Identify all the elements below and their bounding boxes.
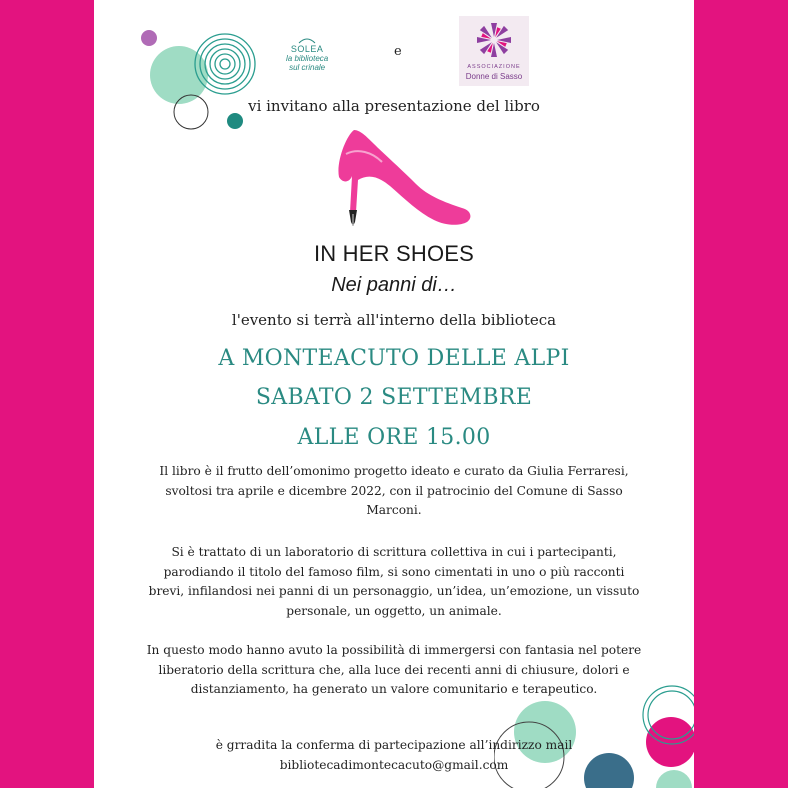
invite-text: vi invitano alla presentazione del libro bbox=[248, 97, 540, 115]
solea-tagline-1: la biblioteca bbox=[286, 54, 329, 63]
rsvp-text: è grradita la conferma di partecipazione all’indirizzo mail bbox=[215, 738, 573, 752]
decorative-circles-top bbox=[134, 20, 264, 140]
venue-intro: l'evento si terrà all'interno della biblioteca bbox=[231, 311, 557, 329]
fountain-pen-nib-icon bbox=[349, 210, 357, 226]
high-heel-shoe-icon bbox=[334, 122, 479, 232]
logo-conjunction: e bbox=[394, 44, 402, 59]
paragraph-workshop: Si è trattato di un laboratorio di scrittura collettiva in cui i partecipanti, parodiando il titolo del famoso film, si sono cimentati in uno o più racconti brevi, infilandosi nei panni di un personaggio, un’idea, un’emozione, un vissuto personale, un oggetto, un animale. bbox=[148, 545, 640, 618]
assoc-label: ASSOCIAZIONE bbox=[467, 64, 521, 70]
solea-logo bbox=[286, 36, 328, 72]
headline-place: A MONTEACUTO DELLE ALPI bbox=[218, 346, 570, 371]
headline-time: ALLE ORE 15.00 bbox=[297, 425, 491, 450]
book-subtitle: Nei panni di… bbox=[331, 274, 457, 296]
solea-name: SOLEA bbox=[290, 44, 324, 54]
paragraph-project: Il libro è il frutto dell’omonimo progetto ideato e curato da Giulia Ferraresi, svoltosi tra aprile e dicembre 2022, con il patrocinio del Comune di Sasso Marconi. bbox=[159, 464, 629, 517]
donne-di-sasso-logo bbox=[459, 16, 529, 86]
flyer-page bbox=[94, 0, 694, 788]
solea-tagline-2: sul crinale bbox=[289, 63, 326, 72]
donne-di-sasso-flower-icon bbox=[474, 20, 514, 60]
headline-date: SABATO 2 SETTEMBRE bbox=[255, 385, 533, 410]
book-title: IN HER SHOES bbox=[313, 241, 475, 266]
assoc-name: Donne di Sasso bbox=[465, 72, 523, 81]
paragraph-outcome: In questo modo hanno avuto la possibilità di immergersi con fantasia nel potere liberatorio della scrittura che, alla luce dei recenti anni di chiusure, dolori e distanziamento, ha generato un valore comunitario e terapeutico. bbox=[146, 643, 642, 696]
rsvp-email[interactable]: bibliotecadimontecacuto@gmail.com bbox=[279, 758, 509, 772]
